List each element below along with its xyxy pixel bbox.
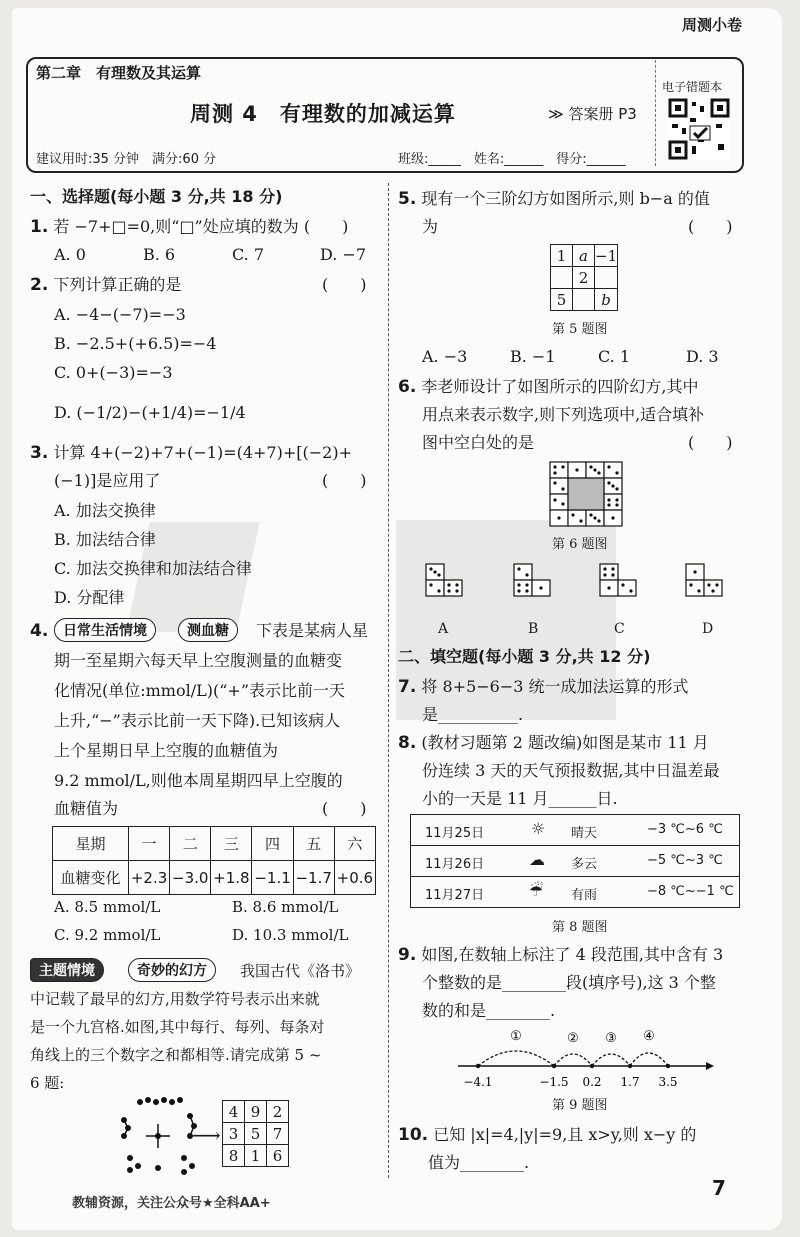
table-row — [223, 1145, 289, 1167]
q2-option-d[interactable]: D. (−1/2)−(+1/4)=−1/4 — [54, 403, 246, 422]
q4-line-7: 血糖值为 — [54, 799, 119, 818]
q8-blank[interactable]: 小的一天是 11 月______日. — [422, 789, 618, 808]
forecast-weather: 有雨 — [571, 888, 598, 903]
forecast-temperature: −8 ℃~−1 ℃ — [647, 884, 734, 899]
theme-line-4: 角线上的三个数字之和都相等.请完成第 5 ~ — [30, 1046, 322, 1064]
q6-four-order-magic-square — [546, 460, 626, 528]
q3-number: 3. — [30, 443, 49, 463]
table-cell: +2.3 — [129, 861, 170, 895]
q4-line-1: 下表是某病人星 — [256, 621, 369, 640]
q4-context-tag: 日常生活情境 — [54, 618, 156, 642]
table-cell: −1.7 — [293, 861, 334, 895]
q7-stem-line1 — [398, 676, 689, 698]
forecast-date: 11月26日 — [425, 857, 485, 872]
q2-stem — [30, 274, 181, 296]
q2-option-c[interactable]: C. 0+(−3)=−3 — [54, 363, 173, 382]
blood-sugar-table — [52, 826, 376, 895]
q1-option-d[interactable]: D. −7 — [320, 245, 367, 264]
table-header-cell: 一 — [129, 827, 170, 861]
forecast-temperature: −5 ℃~3 ℃ — [647, 853, 723, 868]
square-cell: −1 — [595, 246, 618, 265]
table-cell: 血糖变化 — [53, 861, 129, 895]
square-cell: 3 — [223, 1123, 245, 1145]
q4-option-d[interactable]: D. 10.3 mmol/L — [232, 926, 349, 944]
q5-answer-paren[interactable]: ( ) — [688, 217, 733, 236]
table-row — [53, 827, 376, 861]
q5-caption: 第 5 题图 — [552, 322, 608, 337]
q9-number: 9. — [398, 945, 417, 965]
cloud-icon: ☁ — [529, 850, 545, 869]
q3-option-a[interactable]: A. 加法交换律 — [54, 501, 156, 520]
theme-line-2: 中记载了最早的幻方,用数学符号表示出来就 — [30, 990, 320, 1008]
theme-line-3: 是一个九宫格.如图,其中每行、每列、每条对 — [30, 1018, 325, 1036]
square-cell: 1 — [245, 1145, 267, 1167]
theme-topic-tag: 奇妙的幻方 — [128, 958, 216, 982]
table-row — [223, 1123, 289, 1145]
q1-option-c[interactable]: C. 7 — [232, 245, 265, 264]
q6-option-figures — [420, 560, 740, 614]
table-row — [411, 815, 739, 846]
q4-answer-paren[interactable]: ( ) — [322, 799, 367, 818]
table-row — [223, 1101, 289, 1123]
square-cell: 5 — [245, 1123, 267, 1145]
square-cell — [573, 289, 595, 311]
q1-option-b[interactable]: B. 6 — [143, 245, 176, 264]
column-divider — [388, 183, 389, 1178]
q6-stem-line1 — [398, 376, 698, 398]
segment-label: ④ — [643, 1029, 655, 1044]
page-number: 7 — [712, 1176, 726, 1200]
table-header-cell: 三 — [211, 827, 252, 861]
table-header-cell: 六 — [334, 827, 375, 861]
q2-number: 2. — [30, 275, 49, 295]
square-cell: 8 — [223, 1145, 245, 1167]
table-row — [411, 846, 739, 877]
table-row — [551, 267, 618, 289]
q4-line-2: 期一至星期六每天早上空腹测量的血糖变 — [54, 651, 343, 670]
q2-text: 下列计算正确的是 — [53, 275, 182, 294]
forecast-weather: 多云 — [571, 857, 598, 872]
q10-number: 10. — [398, 1125, 429, 1145]
q7-text-1: 将 8+5−6−3 统一成加法运算的形式 — [421, 677, 689, 696]
time-score-info: 建议用时:35 分钟 满分:60 分 — [36, 152, 217, 167]
q1-stem — [30, 216, 348, 238]
tick-label: 3.5 — [658, 1075, 678, 1089]
q4-option-b[interactable]: B. 8.6 mmol/L — [232, 898, 339, 916]
q2-option-b[interactable]: B. −2.5+(+6.5)=−4 — [54, 334, 217, 353]
q10-stem-line1 — [398, 1124, 696, 1146]
forecast-weather: 晴天 — [571, 826, 598, 841]
arrow-icon: ⟶ — [192, 1123, 221, 1147]
q3-option-b[interactable]: B. 加法结合律 — [54, 530, 156, 549]
q7-blank[interactable]: 是__________. — [422, 705, 524, 724]
weather-forecast-box — [410, 814, 740, 908]
forecast-temperature: −3 ℃~6 ℃ — [647, 822, 723, 837]
page-title: 周测 4 有理数的加减运算 — [190, 102, 456, 126]
square-cell: a — [573, 245, 595, 267]
q2-option-a[interactable]: A. −4−(−7)=−3 — [54, 305, 186, 324]
table-cell: +0.6 — [334, 861, 375, 895]
header-tab: 周测小卷 — [682, 16, 743, 34]
q4-option-c[interactable]: C. 9.2 mmol/L — [54, 926, 161, 944]
q6-stem-line2: 用点来表示数字,则下列选项中,适合填补 — [422, 405, 705, 424]
q3-stem-line2: (−1)]是应用了 — [54, 471, 161, 490]
q6-option-b[interactable]: B — [528, 621, 539, 637]
tick-label: −4.1 — [463, 1075, 493, 1089]
q7-number: 7. — [398, 677, 417, 697]
q8-stem-line2: 份连续 3 天的天气预报数据,其中日温差最 — [422, 761, 720, 780]
square-cell — [551, 267, 573, 289]
q8-number: 8. — [398, 733, 417, 753]
q9-caption: 第 9 题图 — [552, 1098, 608, 1113]
q5-option-d[interactable]: D. 3 — [686, 347, 719, 366]
square-cell: 1 — [551, 245, 573, 267]
footer-watermark-text: 教辅资源，关注公众号★全科AA+ — [72, 1196, 271, 1211]
table-row — [551, 245, 618, 267]
table-row — [53, 861, 376, 895]
q3-option-c[interactable]: C. 加法交换律和加法结合律 — [54, 559, 252, 578]
q9-blank-1[interactable]: 个整数的是________段(填序号),这 3 个整 — [422, 973, 716, 992]
table-header-cell: 星期 — [53, 827, 129, 861]
q1-text: 若 −7+□=0,则“□”处应填的数为 ( ) — [53, 217, 349, 236]
q4-option-a[interactable]: A. 8.5 mmol/L — [54, 898, 161, 916]
theme-line-5: 6 题: — [30, 1074, 65, 1092]
q8-text-1: (教材习题第 2 题改编)如图是某市 11 月 — [421, 733, 709, 752]
q4-topic-tag: 测血糖 — [178, 618, 238, 642]
q6-option-c[interactable]: C — [614, 621, 625, 637]
q5-number: 5. — [398, 189, 417, 209]
q4-number: 4. — [30, 621, 49, 641]
q3-stem-line1 — [30, 442, 352, 464]
segment-label: ② — [567, 1031, 579, 1046]
q4-line-6: 9.2 mmol/L,则他本周星期四早上空腹的 — [54, 771, 343, 790]
table-cell: +1.8 — [211, 861, 252, 895]
segment-label: ① — [510, 1029, 522, 1044]
qr-code-icon[interactable] — [668, 98, 730, 160]
q5-option-b[interactable]: B. −1 — [510, 347, 556, 366]
q9-text-1: 如图,在数轴上标注了 4 段范围,其中含有 3 — [421, 945, 724, 964]
q5-stem-line2: 为 — [422, 217, 439, 236]
q9-stem-line1 — [398, 944, 723, 966]
q6-option-d[interactable]: D — [702, 621, 714, 637]
square-cell: b — [595, 289, 618, 311]
table-row — [551, 289, 618, 311]
q4-line-4: 上升,“−”表示比前一天下降).已知该病人 — [54, 711, 341, 730]
q5-option-a[interactable]: A. −3 — [422, 347, 468, 366]
square-cell: 4 — [223, 1101, 245, 1123]
segment-label: ③ — [605, 1031, 617, 1046]
q6-answer-paren[interactable]: ( ) — [688, 433, 733, 452]
qr-label: 电子错题本 — [662, 80, 723, 94]
square-cell: 9 — [245, 1101, 267, 1123]
q6-option-a[interactable]: A — [438, 621, 449, 637]
section-choice-title: 一、选择题(每小题 3 分,共 18 分) — [30, 187, 283, 206]
q5-text-1: 现有一个三阶幻方如图所示,则 b−a 的值 — [421, 189, 710, 208]
answer-reference: ≫ 答案册 P3 — [548, 105, 637, 123]
table-row — [411, 877, 739, 908]
q1-number: 1. — [30, 217, 49, 237]
q6-stem-line3: 图中空白处的是 — [422, 433, 535, 452]
square-cell: 7 — [267, 1123, 289, 1145]
table-header-cell: 四 — [252, 827, 293, 861]
q4-line-3: 化情况(单位:mmol/L)(“+”表示比前一天 — [54, 681, 345, 700]
q5-option-c[interactable]: C. 1 — [598, 347, 631, 366]
square-cell — [595, 267, 618, 289]
tick-label: 0.2 — [582, 1075, 602, 1089]
section-fill-title: 二、填空题(每小题 3 分,共 12 分) — [398, 647, 651, 666]
rain-icon: ☔ — [529, 881, 544, 900]
theme-context-tag: 主题情境 — [30, 958, 104, 982]
q8-stem-line1 — [398, 732, 709, 754]
square-cell: 2 — [267, 1101, 289, 1123]
q3-answer-paren[interactable]: ( ) — [322, 471, 367, 490]
q10-text-1: 已知 |x|=4,|y|=9,且 x>y,则 x−y 的 — [433, 1125, 697, 1144]
q6-number: 6. — [398, 377, 417, 397]
q8-caption: 第 8 题图 — [552, 920, 608, 935]
q3-option-d[interactable]: D. 分配律 — [54, 588, 125, 607]
student-info-fields[interactable]: 班级:_____ 姓名:______ 得分:______ — [398, 152, 626, 167]
tick-label: −1.5 — [539, 1075, 569, 1089]
q2-answer-paren[interactable]: ( ) — [322, 275, 367, 294]
table-header-cell: 二 — [170, 827, 211, 861]
q3-text-1: 计算 4+(−2)+7+(−1)=(4+7)+[(−2)+ — [53, 443, 352, 462]
q6-text-1: 李老师设计了如图所示的四阶幻方,其中 — [421, 377, 699, 396]
forecast-date: 11月25日 — [425, 826, 485, 841]
chapter-title: 第二章 有理数及其运算 — [36, 62, 207, 83]
tick-label: 1.7 — [620, 1075, 640, 1089]
theme-line-1: 我国古代《洛书》 — [240, 962, 361, 980]
table-cell: −3.0 — [170, 861, 211, 895]
forecast-date: 11月27日 — [425, 888, 485, 903]
table-cell: −1.1 — [252, 861, 293, 895]
square-cell: 2 — [573, 267, 595, 289]
q10-blank[interactable]: 值为________. — [428, 1153, 530, 1172]
q4-line-5: 上个星期日早上空腹的血糖值为 — [54, 741, 279, 760]
number-line-diagram — [456, 1024, 716, 1094]
q6-caption: 第 6 题图 — [552, 537, 608, 552]
q5-magic-square — [550, 244, 618, 311]
square-cell: 6 — [267, 1145, 289, 1167]
q9-blank-2[interactable]: 数的和是________. — [422, 1001, 556, 1020]
table-header-cell: 五 — [293, 827, 334, 861]
luoshu-magic-square — [222, 1100, 289, 1167]
q5-stem-line1 — [398, 188, 710, 210]
sun-icon: ☼ — [531, 819, 546, 838]
square-cell: 5 — [551, 289, 573, 311]
q1-option-a[interactable]: A. 0 — [54, 245, 86, 264]
